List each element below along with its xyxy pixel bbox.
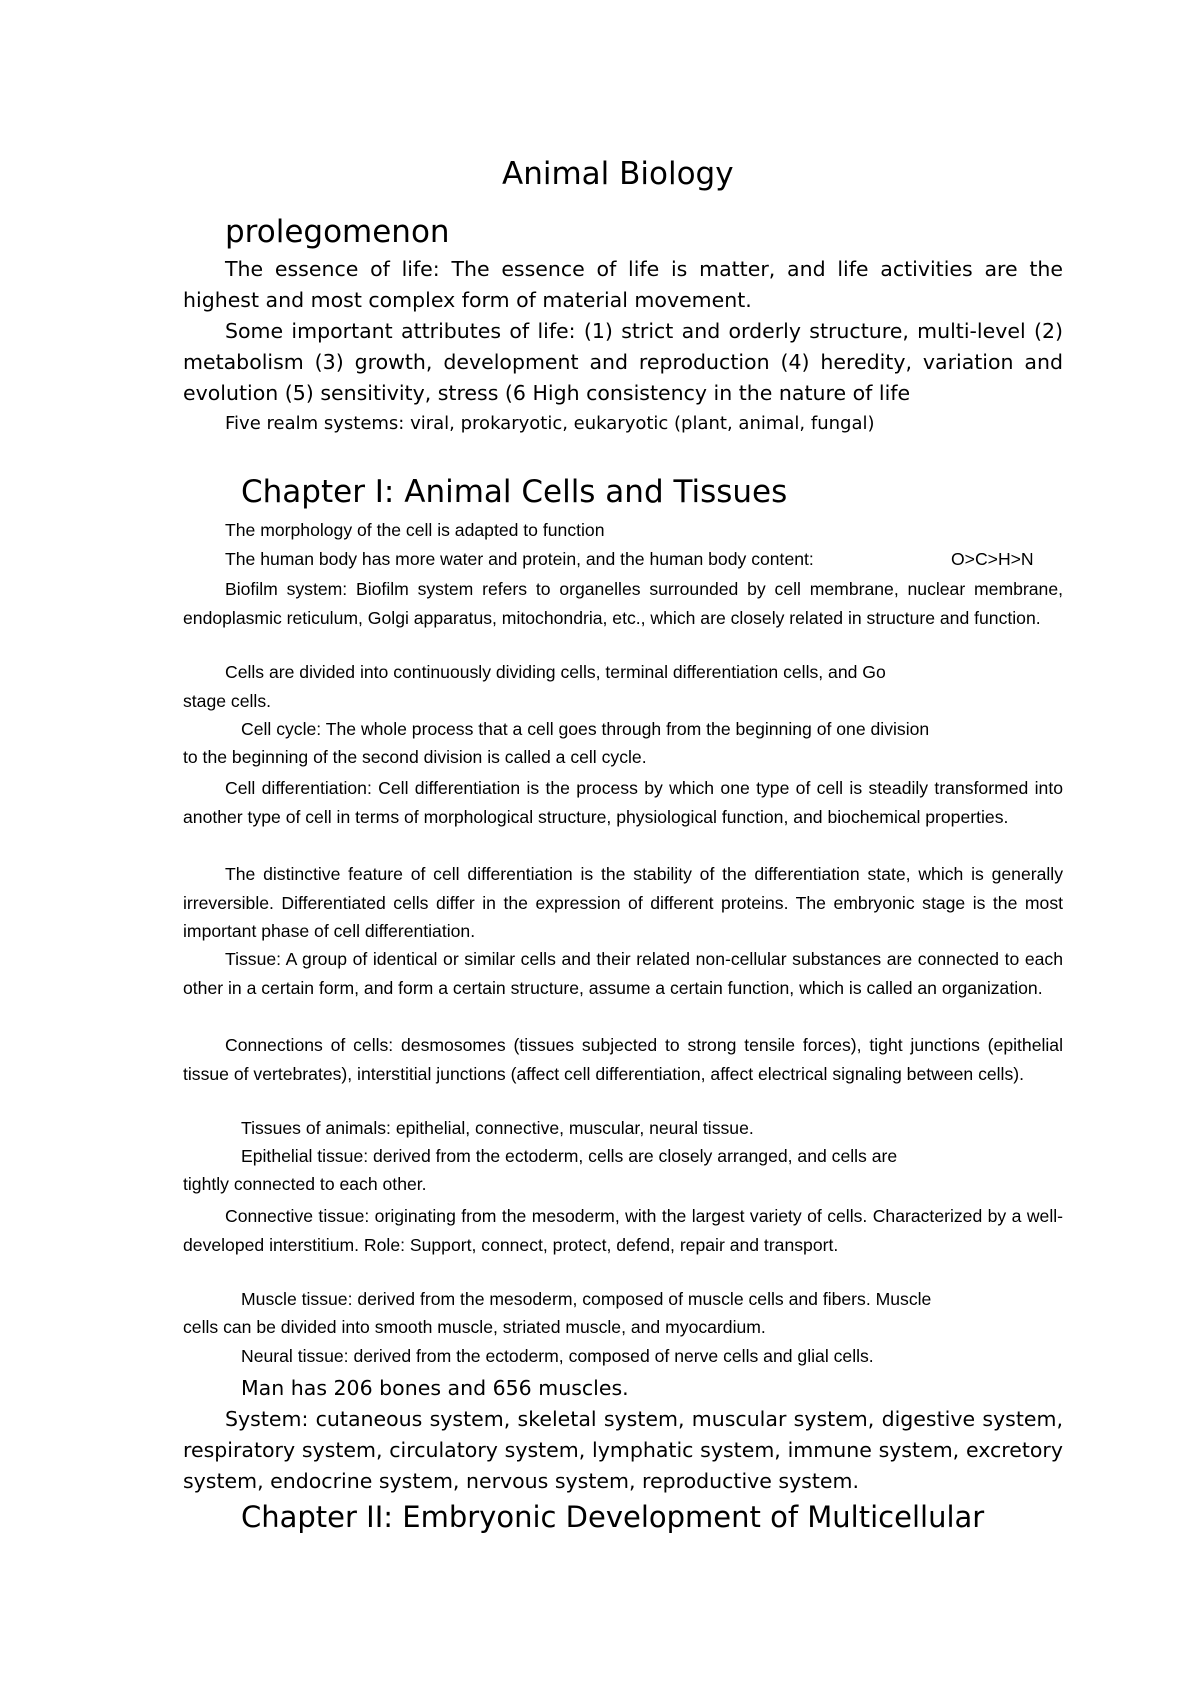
paragraph-cell-cycle-line1: Cell cycle: The whole process that a cell goes through from the beginning of one division xyxy=(241,719,930,739)
paragraph-cell-types-line1: Cells are divided into continuously dividing cells, terminal differentiation cells, and Go xyxy=(225,662,886,682)
paragraph-tissue-definition: Tissue: A group of identical or similar cells and their related non-cellular substances are connected to each other in a certain form, and form a certain structure, assume a certain function, which is called an organization. xyxy=(183,949,1063,998)
paragraph-epithelial-line1: Epithelial tissue: derived from the ectoderm, cells are closely arranged, and cells are xyxy=(241,1146,898,1166)
section-heading-prolegomenon: prolegomenon xyxy=(225,214,450,250)
paragraph-differentiation-feature: The distinctive feature of cell differentiation is the stability of the differentiation state, which is generally irreversible. Differentiated cells differ in the expression of different proteins. The embryonic stage is the most important phase of cell differentiation. xyxy=(183,864,1063,941)
paragraph-essence-of-life: The essence of life: The essence of life is matter, and life activities are the highest and most complex form of material movement. xyxy=(183,257,1063,312)
paragraph-muscle-line1: Muscle tissue: derived from the mesoderm, composed of muscle cells and fibers. Muscle xyxy=(241,1289,932,1309)
line-bones-muscles: Man has 206 bones and 656 muscles. xyxy=(241,1376,629,1400)
paragraph-biofilm-system: Biofilm system: Biofilm system refers to organelles surrounded by cell membrane, nuclear membrane, endoplasmic reticulum, Golgi apparatus, mitochondria, etc., which are closely related in structure and function. xyxy=(183,579,1063,628)
paragraph-attributes-of-life: Some important attributes of life: (1) strict and orderly structure, multi-level (2) metabolism (3) growth, development and reproduction (4) heredity, variation and evolution (5) sensitivity, stress (6 High consistency in the nature of life xyxy=(183,319,1063,405)
line-human-body-content: The human body has more water and protein, and the human body content: xyxy=(225,549,814,569)
paragraph-cell-types-line2: stage cells. xyxy=(183,691,272,711)
paragraph-cell-connections: Connections of cells: desmosomes (tissues subjected to strong tensile forces), tight junctions (epithelial tissue of vertebrates), interstitial junctions (affect cell differentiation, affect electrical signaling between cells). xyxy=(183,1035,1063,1084)
chapter-2-heading: Chapter II: Embryonic Development of Multicellular xyxy=(241,1500,985,1534)
line-neural-tissue: Neural tissue: derived from the ectoderm, composed of nerve cells and glial cells. xyxy=(241,1346,874,1366)
paragraph-cell-cycle-line2: to the beginning of the second division is called a cell cycle. xyxy=(183,747,647,767)
line-animal-tissues: Tissues of animals: epithelial, connective, muscular, neural tissue. xyxy=(241,1118,754,1138)
paragraph-five-realms: Five realm systems: viral, prokaryotic, eukaryotic (plant, animal, fungal) xyxy=(225,413,875,434)
paragraph-muscle-line2: cells can be divided into smooth muscle, striated muscle, and myocardium. xyxy=(183,1317,766,1337)
paragraph-connective-tissue: Connective tissue: originating from the mesoderm, with the largest variety of cells. Characterized by a well-developed interstitium. Role: Support, connect, protect, defend, repair and transport. xyxy=(183,1206,1063,1255)
paragraph-body-systems: System: cutaneous system, skeletal system, muscular system, digestive system, respiratory system, circulatory system, lymphatic system, immune system, excretory system, endocrine system, nervous system, reproductive system. xyxy=(183,1407,1063,1493)
document-title: Animal Biology xyxy=(502,156,734,192)
paragraph-epithelial-line2: tightly connected to each other. xyxy=(183,1174,427,1194)
paragraph-cell-differentiation: Cell differentiation: Cell differentiation is the process by which one type of cell is steadily transformed into another type of cell in terms of morphological structure, physiological function, and biochemical properties. xyxy=(183,778,1063,827)
formula-element-order: O>C>H>N xyxy=(951,549,1034,569)
chapter-1-heading: Chapter I: Animal Cells and Tissues xyxy=(241,474,788,510)
line-morphology: The morphology of the cell is adapted to function xyxy=(225,520,605,540)
